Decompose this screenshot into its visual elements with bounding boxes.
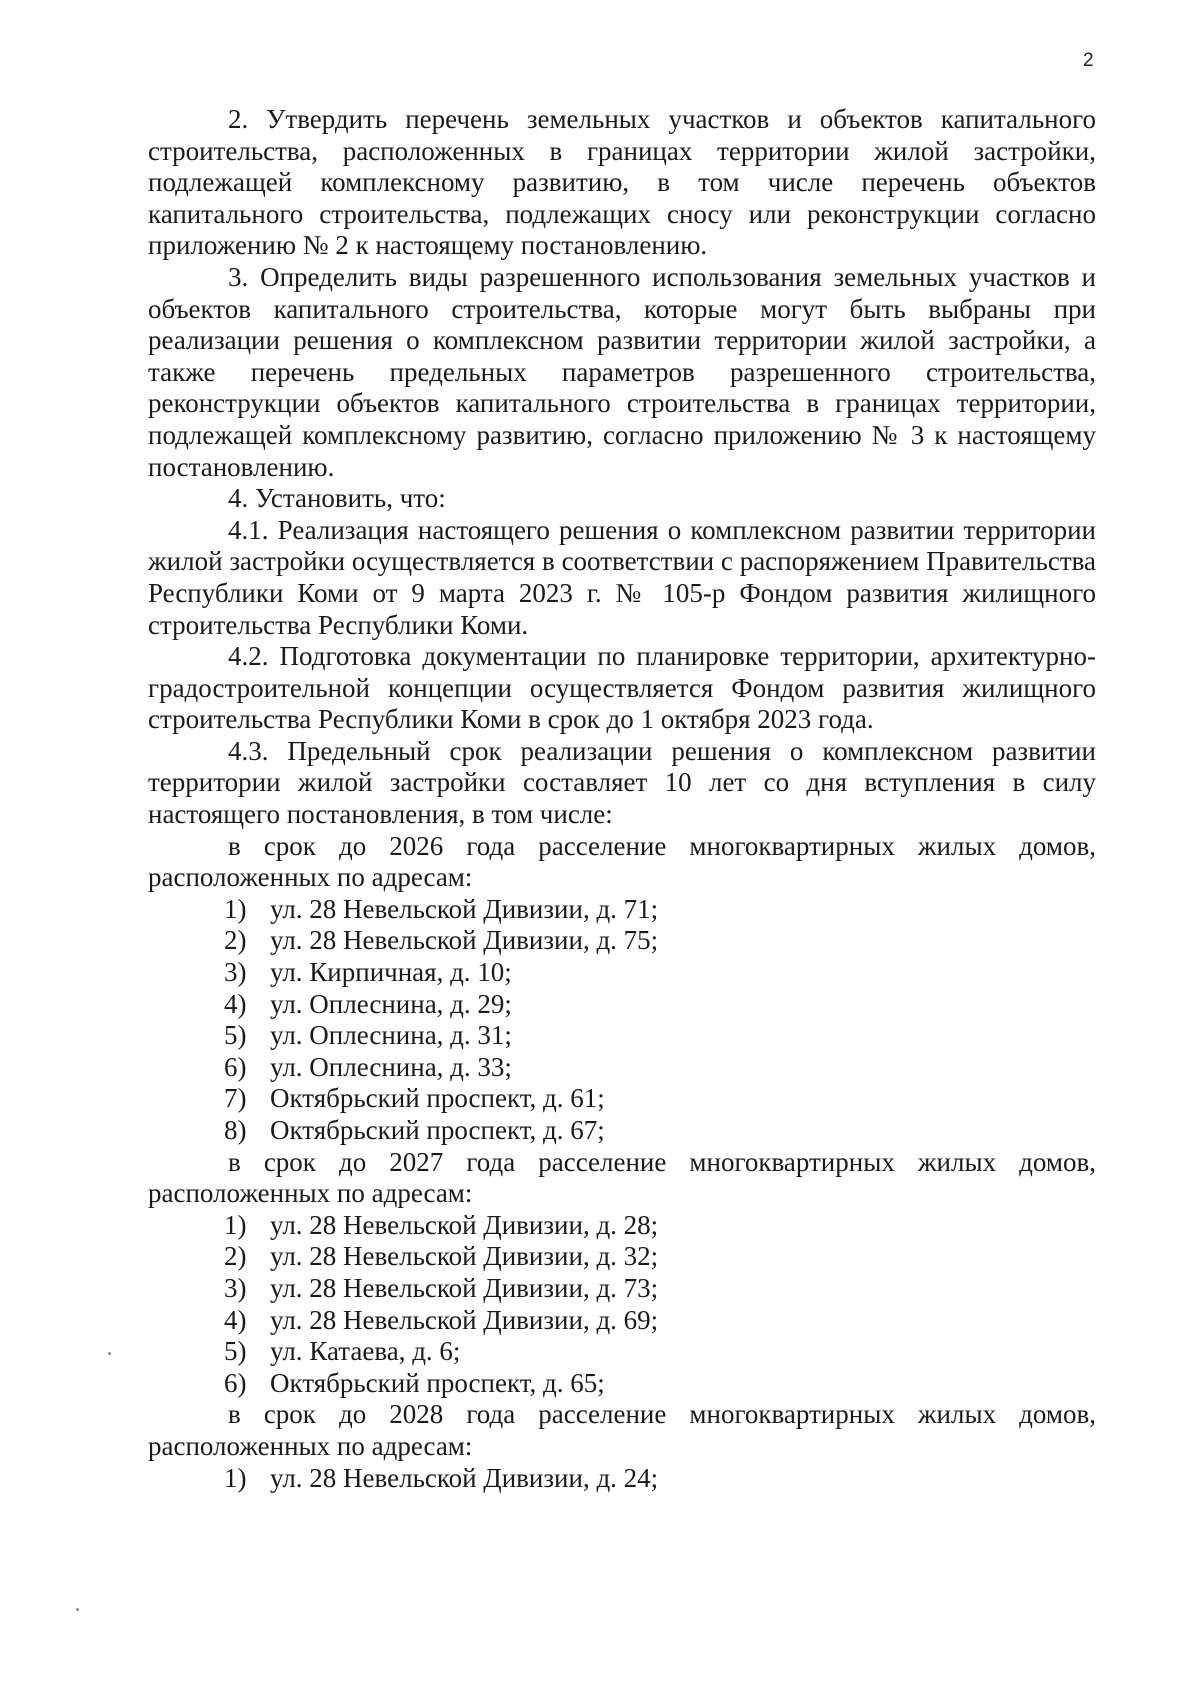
list-item-number: 7) — [224, 1083, 247, 1114]
list-item-text: ул. Оплеснина, д. 31; — [270, 1020, 512, 1051]
list-item — [148, 1368, 1096, 1400]
list-item-number: 8) — [224, 1115, 247, 1145]
list-item-number: 3) — [224, 957, 247, 988]
list-item — [148, 1115, 1096, 1147]
paragraph-2: 2. Утвердить перечень земельных участков и объектов капитального строительства, расположенных в границах территории жилой застройки, подлежащей комплексному развитию, в том числе перечень объектов капитального строительства, подлежащих сносу или реконструкции согласно приложению № 2 к настоящему постановлению. — [148, 104, 1096, 261]
address-list-2026 — [148, 894, 1096, 1147]
list-item-text: Октябрьский проспект, д. 65; — [270, 1367, 605, 1398]
list-item-text: ул. 28 Невельской Дивизии, д. 71; — [270, 893, 659, 924]
list-item — [148, 1020, 1096, 1052]
paragraph-4-1: 4.1. Реализация настоящего решения о комплексном развитии территории жилой застройки осуществляется в соответствии с распоряжением Правительства Республики Коми от 9 марта 2023 г. № 105-р Фондом развития жилищного строительства Республики Коми. — [148, 514, 1096, 640]
paragraph-4: 4. Установить, что: — [228, 483, 446, 514]
list-item — [148, 1241, 1096, 1273]
list-item-number: 5) — [224, 1020, 247, 1051]
list-item-number: 1) — [224, 1209, 247, 1240]
list-item-text: ул. 28 Невельской Дивизии, д. 24; — [270, 1462, 659, 1493]
document-body — [148, 104, 1096, 1494]
list-item — [148, 1463, 1096, 1495]
address-list-2027 — [148, 1210, 1096, 1400]
list-item — [148, 989, 1096, 1021]
paragraph-4-3: 4.3. Предельный срок реализации решения о комплексном развитии территории жилой застройки составляет 10 лет со дня вступления в силу настоящего постановления, в том числе: — [148, 735, 1096, 830]
group-intro-2027: в срок до 2027 года расселение многоквартирных жилых домов, расположенных по адресам: — [148, 1146, 1096, 1209]
list-item — [148, 925, 1096, 957]
list-item-number: 1) — [224, 893, 247, 924]
list-item-number: 4) — [224, 1304, 247, 1335]
list-item-text: ул. 28 Невельской Дивизии, д. 69; — [270, 1304, 659, 1335]
scan-speck — [108, 1352, 111, 1355]
list-item-text: ул. 28 Невельской Дивизии, д. 75; — [270, 925, 659, 956]
list-item — [148, 957, 1096, 989]
list-item — [148, 1273, 1096, 1305]
list-item-number: 2) — [224, 1241, 247, 1272]
scan-speck — [76, 1608, 79, 1611]
list-item-text: ул. 28 Невельской Дивизии, д. 32; — [270, 1241, 659, 1272]
group-intro-2028: в срок до 2028 года расселение многоквартирных жилых домов, расположенных по адресам: — [148, 1399, 1096, 1461]
list-item-number: 4) — [224, 988, 247, 1019]
list-item-number: 6) — [224, 1367, 247, 1398]
list-item — [148, 1083, 1096, 1115]
list-item — [148, 894, 1096, 926]
list-item-text: ул. 28 Невельской Дивизии, д. 73; — [270, 1272, 659, 1303]
list-item-number: 1) — [224, 1462, 247, 1493]
group-intro-2026: в срок до 2026 года расселение многоквартирных жилых домов, расположенных по адресам: — [148, 830, 1096, 893]
list-item-text: ул. 28 Невельской Дивизии, д. 28; — [270, 1209, 659, 1240]
list-item — [148, 1052, 1096, 1084]
list-item-text: Октябрьский проспект, д. 61; — [270, 1083, 605, 1114]
list-item-text: ул. Оплеснина, д. 33; — [270, 1051, 512, 1082]
list-item-number: 6) — [224, 1051, 247, 1082]
list-item-text: ул. Кирпичная, д. 10; — [270, 957, 512, 988]
paragraph-4-2: 4.2. Подготовка документации по планировке территории, архитектурно-градостроительной концепции осуществляется Фондом развития жилищного строительства Республики Коми в срок до 1 октября 2023 года. — [148, 641, 1096, 735]
list-item-number: 3) — [224, 1272, 247, 1303]
list-item — [148, 1305, 1096, 1337]
list-item-text: ул. Катаева, д. 6; — [270, 1336, 461, 1367]
list-item-number: 2) — [224, 925, 247, 956]
list-item-text: ул. Оплеснина, д. 29; — [270, 988, 512, 1019]
list-item — [148, 1336, 1096, 1368]
list-item-text: Октябрьский проспект, д. 67; — [270, 1115, 605, 1145]
list-item-number: 5) — [224, 1336, 247, 1367]
paragraph-3: 3. Определить виды разрешенного использования земельных участков и объектов капитального строительства, которые могут быть выбраны при реализации решения о комплексном развитии территории жилой застройки, а также перечень предельных параметров разрешенного строительства, реконструкции объектов капитального строительства в границах территории, подлежащей комплексному развитию, согласно приложению № 3 к настоящему постановлению. — [148, 261, 1096, 482]
address-list-2028 — [148, 1463, 1096, 1495]
page-number: 2 — [1083, 50, 1094, 71]
list-item — [148, 1210, 1096, 1242]
